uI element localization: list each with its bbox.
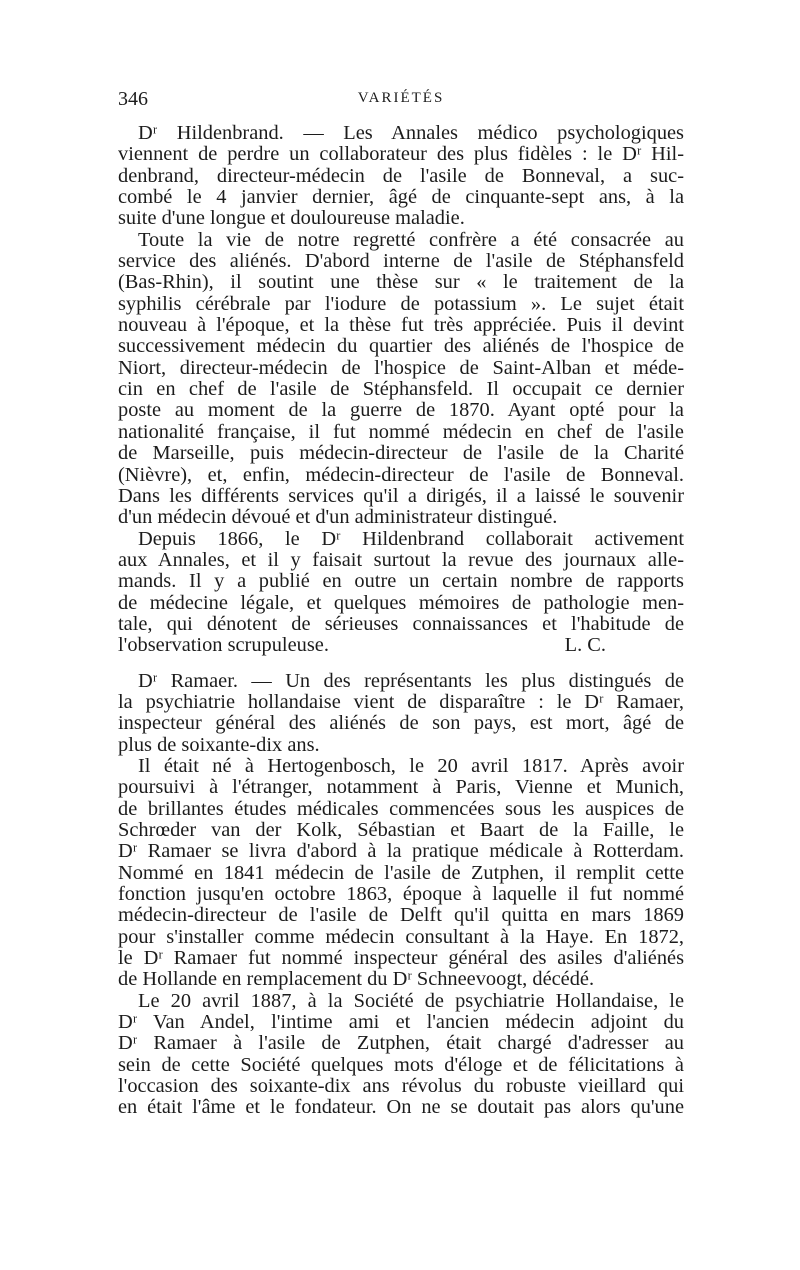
text-line: de médecine légale, et quelques mémoires de pathologie men- xyxy=(118,591,684,614)
text-line: suite d'une longue et douloureuse maladie. xyxy=(118,207,465,230)
section-gap xyxy=(118,657,684,671)
text-line: Le 20 avril 1887, à la Société de psychiatrie Hollandaise, le xyxy=(138,989,684,1012)
text-line: nationalité française, il fut nommé médecin en chef de l'asile xyxy=(118,420,684,443)
obituary-hildenbrand xyxy=(118,123,684,635)
text-line: service des aliénés. D'abord interne de l'asile de Stéphansfeld xyxy=(118,250,684,273)
text-line: Dʳ Ramaer se livra d'abord à la pratique médicale à Rotterdam. xyxy=(118,840,684,863)
text-line: Il était né à Hertogenbosch, le 20 avril 1817. Après avoir xyxy=(138,754,684,777)
text-line: viennent de perdre un collaborateur des plus fidèles : le Dʳ Hil- xyxy=(118,143,684,166)
text-line: inspecteur général des aliénés de son pays, est mort, âgé de xyxy=(118,712,684,735)
text-line: en était l'âme et le fondateur. On ne se doutait pas alors qu'une xyxy=(118,1096,684,1119)
text-line: cin en chef de l'asile de Stéphansfeld. Il occupait ce dernier xyxy=(118,378,684,401)
text-line: Niort, directeur-médecin de l'hospice de Saint-Alban et méde- xyxy=(118,356,684,379)
page-header xyxy=(118,88,684,114)
text-line: pour s'installer comme médecin consultant à la Haye. En 1872, xyxy=(118,925,684,948)
text-line: denbrand, directeur-médecin de l'asile de Bonneval, a suc- xyxy=(118,164,684,187)
running-head: VARIÉTÉS xyxy=(357,90,445,106)
text-line: poste au moment de la guerre de 1870. Ayant opté pour la xyxy=(118,399,684,422)
text-line: Dʳ Van Andel, l'intime ami et l'ancien médecin adjoint du xyxy=(118,1011,684,1034)
text-line: Dʳ Ramaer à l'asile de Zutphen, était chargé d'adresser au xyxy=(118,1032,684,1055)
page-number: 346 xyxy=(118,88,148,110)
text-line: l'occasion des soixante-dix ans révolus du robuste vieillard qui xyxy=(118,1075,684,1098)
text-line: Toute la vie de notre regretté confrère a été consacrée au xyxy=(138,228,684,251)
text-line: d'un médecin dévoué et d'un administrateur distingué. xyxy=(118,506,558,529)
text-line: de Hollande en remplacement du Dʳ Schneevoogt, décédé. xyxy=(118,968,595,991)
text-line: Schrœder van der Kolk, Sébastian et Baart de la Faille, le xyxy=(118,819,684,841)
text-line: de brillantes études médicales commencées sous les auspices de xyxy=(118,797,684,820)
text-line: syphilis cérébrale par l'iodure de potassium ». Le sujet était xyxy=(118,292,684,315)
signature-line xyxy=(118,635,684,656)
text-line: la psychiatrie hollandaise vient de disparaître : le Dʳ Ramaer, xyxy=(118,690,684,713)
text-line: successivement médecin du quartier des aliénés de l'hospice de xyxy=(118,335,684,358)
text-line: Depuis 1866, le Dʳ Hildenbrand collaborait activement xyxy=(138,527,684,550)
text-line: (Nièvre), et, enfin, médecin-directeur de l'asile de Bonneval. xyxy=(118,463,684,486)
text-line: fonction jusqu'en octobre 1863, époque à laquelle il fut nommé xyxy=(118,883,684,906)
text-line: Dʳ Hildenbrand. — Les Annales médico psychologiques xyxy=(138,122,684,144)
text-line: poursuivi à l'étranger, notamment à Paris, Vienne et Munich, xyxy=(118,776,684,799)
text-line: tale, qui dénotent de sérieuses connaissances et l'habitude de xyxy=(118,612,684,635)
closing-line: l'observation scrupuleuse. xyxy=(118,634,329,657)
page-body xyxy=(118,123,684,1119)
text-line: Dʳ Ramaer. — Un des représentants les plus distingués de xyxy=(138,669,684,692)
text-line: combé le 4 janvier dernier, âgé de cinquante-sept ans, à la xyxy=(118,186,684,209)
text-line: de Marseille, puis médecin-directeur de l'asile de la Charité xyxy=(118,442,684,465)
text-line: plus de soixante-dix ans. xyxy=(118,733,320,756)
text-line: (Bas-Rhin), il soutint une thèse sur « le traitement de la xyxy=(118,271,684,294)
text-line: aux Annales, et il y faisait surtout la revue des journaux alle- xyxy=(118,548,684,571)
text-line: Dans les différents services qu'il a dirigés, il a laissé le souvenir xyxy=(118,484,684,507)
text-line: sein de cette Société quelques mots d'éloge et de félicitations à xyxy=(118,1053,684,1076)
text-line: le Dʳ Ramaer fut nommé inspecteur général des asiles d'aliénés xyxy=(118,947,684,970)
signature: L. C. xyxy=(564,634,606,657)
text-line: mands. Il y a publié en outre un certain nombre de rapports xyxy=(118,570,684,593)
obituary-ramaer xyxy=(118,671,684,1119)
text-line: médecin-directeur de l'asile de Delft qu'il quitta en mars 1869 xyxy=(118,904,684,927)
text-line: nouveau à l'époque, et la thèse fut très appréciée. Puis il devint xyxy=(118,314,684,337)
text-line: Nommé en 1841 médecin de l'asile de Zutphen, il remplit cette xyxy=(118,861,684,884)
